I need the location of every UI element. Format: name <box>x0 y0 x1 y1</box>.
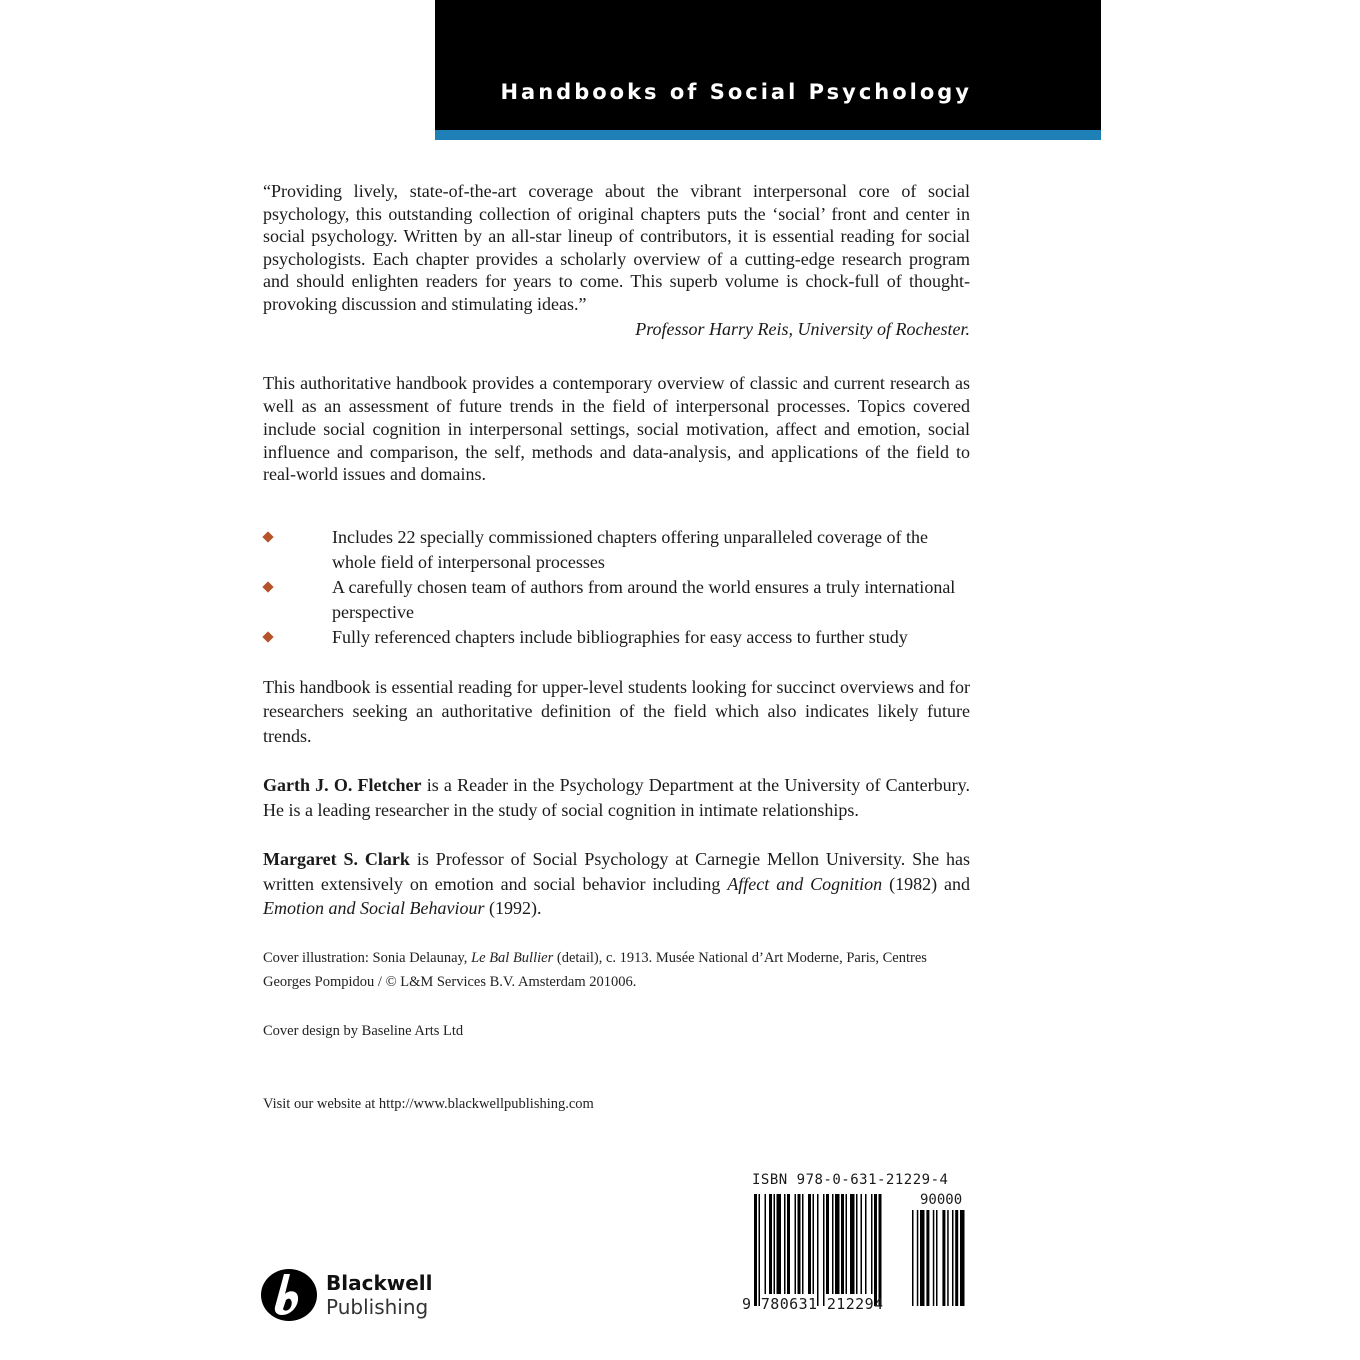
header-band <box>435 0 1101 130</box>
barcode-bar <box>754 1194 757 1306</box>
editor-bio-text: is a Reader in the Psychology Department at the University of Canterbury. He is a leading researcher in the study of social cognition in intimate relationships. <box>263 775 970 820</box>
editor-bio-text: (1982) and <box>882 873 970 894</box>
barcode-bar <box>933 1210 935 1306</box>
publisher-name-line2: Publishing <box>326 1295 429 1319</box>
barcode-bar <box>936 1210 938 1306</box>
barcode-bar <box>813 1194 815 1294</box>
barcode-image <box>752 1172 982 1312</box>
barcode-bar <box>808 1194 811 1294</box>
editor-bio-text: (1992). <box>484 898 542 919</box>
barcode-bar <box>832 1194 834 1294</box>
diamond-bullet-icon <box>262 531 273 542</box>
editor-name: Margaret S. Clark <box>263 849 410 870</box>
barcode-bar <box>942 1210 945 1306</box>
feature-list <box>263 525 970 650</box>
barcode-bar <box>856 1194 858 1294</box>
blackwell-logo-icon <box>260 1268 318 1322</box>
barcode-bar <box>765 1194 767 1294</box>
barcode-bar <box>835 1194 840 1294</box>
barcode-bar <box>850 1194 855 1294</box>
feature-text: Fully referenced chapters include bibliographies for easy access to further study <box>332 627 908 648</box>
barcode-bar <box>917 1210 919 1306</box>
endorsement-quote: “Providing lively, state-of-the-art coverage about the vibrant interpersonal core of social psychology, this outstanding collection of original chapters puts the ‘social’ front and center in social psychology. Written by an all-star lineup of contributors, it is essential reading for social psychologists. Each chapter provides a scholarly overview of a cutting-edge research program and should enlighten readers for years to come. This superb volume is chock-full of thought-provoking discussion and stimulating ideas.” <box>263 181 970 314</box>
publisher-name <box>326 1271 433 1319</box>
work-title: Affect and Cognition <box>727 873 883 894</box>
list-item <box>263 625 970 650</box>
barcode-bar <box>960 1210 965 1306</box>
barcode-bar <box>879 1194 882 1306</box>
feature-text: Includes 22 specially commissioned chapters offering unparalleled coverage of the whole field of interpersonal processes <box>332 527 928 572</box>
audience-statement: This handbook is essential reading for upper-level students looking for succinct overviews and for researchers seeking an authoritative definition of the field which also indicates likely future trends. <box>263 676 970 746</box>
barcode-bar <box>769 1194 772 1294</box>
barcode-bar <box>841 1194 844 1294</box>
barcode-bar <box>947 1210 949 1306</box>
barcode-bar <box>955 1210 958 1306</box>
publisher-name-line1: Blackwell <box>326 1271 433 1295</box>
barcode-bar <box>871 1194 873 1294</box>
isbn-label: ISBN 978-0-631-21229-4 <box>752 1172 949 1188</box>
barcode-bar <box>952 1210 954 1306</box>
barcode-bar <box>826 1194 829 1294</box>
series-title: Handbooks of Social Psychology <box>500 80 972 104</box>
back-cover-text <box>263 180 970 1117</box>
editor-bio-clark <box>263 847 970 921</box>
barcode-bar <box>774 1194 776 1294</box>
barcode-bar <box>777 1194 782 1294</box>
feature-text: A carefully chosen team of authors from around the world ensures a truly international perspective <box>332 577 956 622</box>
work-title: Emotion and Social Behaviour <box>263 898 485 919</box>
barcode-bar <box>787 1194 790 1294</box>
cover-design-credit: Cover design by Baseline Arts Ltd <box>263 1022 464 1039</box>
list-item <box>263 575 970 624</box>
list-item <box>263 525 970 574</box>
barcode-bar <box>802 1194 804 1294</box>
ean-number: 9 780631 212294 <box>742 1295 884 1313</box>
diamond-bullet-icon <box>262 631 273 642</box>
quote-attribution: Professor Harry Reis, University of Rochester. <box>635 318 970 339</box>
barcode-bar <box>926 1210 929 1306</box>
barcode-bar <box>874 1194 877 1306</box>
diamond-bullet-icon <box>262 581 273 592</box>
price-code: 90000 <box>920 1192 963 1208</box>
barcode-bar <box>823 1194 825 1306</box>
barcode-bar <box>912 1210 914 1306</box>
barcode-bar <box>795 1194 797 1294</box>
barcode-bar <box>817 1194 819 1306</box>
header-accent-stripe <box>435 130 1101 140</box>
barcode-bar <box>846 1194 848 1294</box>
website-note: Visit our website at http://www.blackwellpublishing.com <box>263 1096 594 1113</box>
barcode-bar <box>865 1194 867 1294</box>
book-description: This authoritative handbook provides a contemporary overview of classic and current research as well as an assessment of future trends in the field of interpersonal processes. Topics covered include social cognition in interpersonal settings, social motivation, affect and emotion, social influence and comparison, the self, methods and data-analysis, and applications of the field to real-world issues and domains. <box>263 373 970 485</box>
editor-bio-text: is Professor of Social Psychology at Carnegie Mellon University. She has written extensively on emotion and social behavior including <box>263 849 970 894</box>
barcode-bar <box>784 1194 786 1294</box>
editor-name: Garth J. O. Fletcher <box>263 775 422 796</box>
editor-bio-fletcher <box>263 773 970 822</box>
barcode-bar <box>861 1194 863 1294</box>
cover-illustration-credit: Cover illustration: Sonia Delaunay, Le Bal Bullier (detail), c. 1913. Musée National d’Art Moderne, Paris, Centres Georges Pompidou / © L&M Services B.V. Amsterdam 201006. <box>263 949 927 991</box>
barcode-bar <box>798 1194 801 1294</box>
barcode-bar <box>920 1210 925 1306</box>
barcode-bar <box>759 1194 761 1306</box>
